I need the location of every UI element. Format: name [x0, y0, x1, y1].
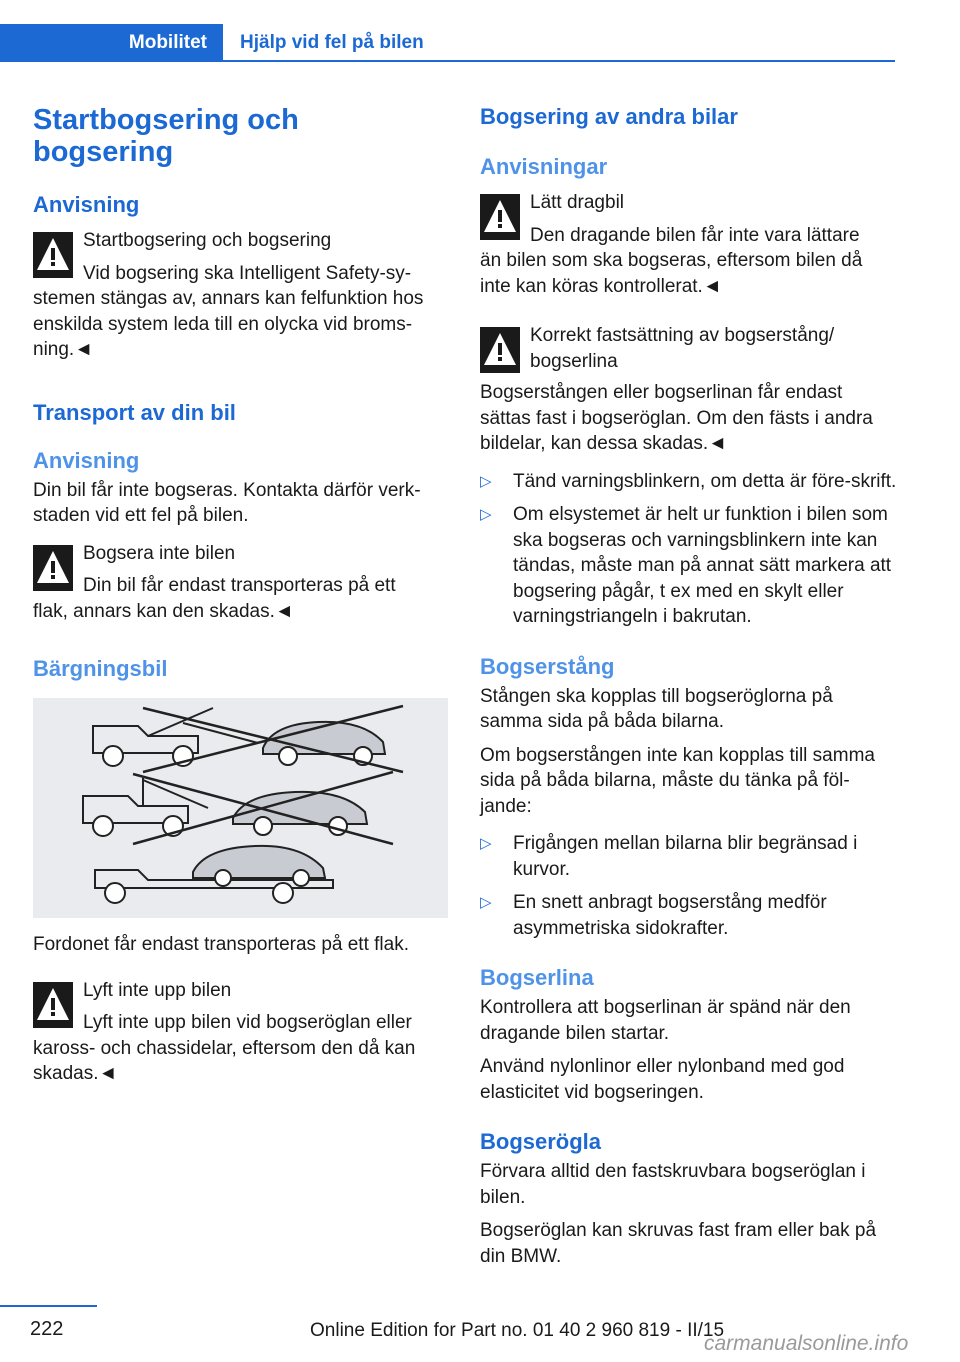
bullet-list-2 — [480, 831, 898, 941]
warning-text-first: Den dragande bilen får inte vara lättare — [530, 224, 860, 246]
warning-triangle-icon — [480, 194, 520, 240]
watermark: carmanualsonline.info — [704, 1332, 909, 1355]
warning-text-first: Lyft inte upp bilen vid bogseröglan eller — [83, 1012, 412, 1033]
heading-transport: Transport av din bil — [33, 399, 236, 425]
warning-title: Lyft inte upp bilen — [83, 979, 232, 1001]
towing-illustration — [33, 698, 448, 918]
warning-text-rest: stemen stängas av, annars kan felfunktion hos enskilda system leda till en olycka vid broms-ning.◄ — [33, 288, 424, 360]
transport-body: Din bil får inte bogseras. Kontakta därför verk-staden vid ett fel på bilen. — [33, 479, 421, 526]
heading-bogserstang: Bogserstång — [480, 653, 615, 679]
section-tabs — [0, 24, 895, 62]
warning-triangle-icon — [33, 232, 73, 278]
list-item: ▷ En snett anbragt bogserstång medför asymmetriska sidokrafter. — [480, 892, 827, 939]
subheading-anvisning: Anvisning — [33, 447, 140, 473]
tow-truck-figure — [33, 698, 448, 918]
bullet-arrow-icon: ▷ — [480, 835, 492, 852]
figure-caption: Fordonet får endast transporteras på ett flak. — [33, 934, 409, 955]
edition-footer: Online Edition for Part no. 01 40 2 960 819 - II/15 — [310, 1320, 725, 1341]
bogserlina-p1: Kontrollera att bogserlinan är spänd när den dragande bilen startar. — [480, 997, 851, 1044]
right-column — [480, 100, 898, 1269]
heading-bogsering-andra: Bogsering av andra bilar — [480, 104, 738, 129]
bogserstang-p1: Stången ska kopplas till bogseröglorna på samma sida på båda bilarna. — [480, 685, 833, 732]
warning-text-rest: kaross- och chassidelar, eftersom den då kan skadas.◄ — [33, 1037, 416, 1084]
warning-triangle-icon — [33, 982, 73, 1028]
warning-lyft-inte — [33, 978, 448, 1087]
warning-triangle-icon — [480, 327, 520, 373]
bogserlina-p2: Använd nylonlinor eller nylonband med god elasticitet vid bogseringen. — [480, 1056, 845, 1103]
list-item: ▷ Om elsystemet är helt ur funktion i bilen som ska bogseras och varningsblinkern inte kan tändas, måste man på annat sätt markera att bogsering pågår, t ex med en skylt eller varningstriangeln i bakrutan. — [480, 504, 892, 627]
tab-mobilitet[interactable] — [0, 24, 223, 62]
warning-triangle-icon — [33, 545, 73, 591]
list-item: ▷ Frigången mellan bilarna blir begränsad i kurvor. — [480, 833, 858, 880]
bullet-list-1 — [480, 469, 898, 630]
warning-text-first: Vid bogsering ska Intelligent Safety-sy- — [83, 262, 412, 284]
subheading-anvisningar: Anvisningar — [480, 154, 608, 179]
warning-fastsattning — [480, 323, 898, 457]
warning-text-first: Din bil får endast transporteras på ett — [83, 575, 396, 596]
warning-text-rest: flak, annars kan den skadas.◄ — [33, 600, 294, 622]
heading-bargningsbil: Bärgningsbil — [33, 656, 168, 681]
bogserogla-p2: Bogseröglan kan skruvas fast fram eller bak på din BMW. — [480, 1220, 877, 1267]
tab-mobilitet-label: Mobilitet — [128, 32, 207, 53]
bogserstang-p2: Om bogserstången inte kan kopplas till samma sida på båda bilarna, måste du tänka på föl-jande: — [480, 744, 875, 817]
warning-title: Bogsera inte bilen — [83, 542, 236, 564]
page-title: Startbogsering och bogsering — [33, 104, 299, 168]
warning-latt-dragbil — [480, 190, 898, 299]
warning-bogsera-inte — [33, 541, 448, 625]
bullet-arrow-icon: ▷ — [480, 472, 492, 490]
bullet-arrow-icon: ▷ — [480, 506, 492, 523]
bogserogla-p1: Förvara alltid den fastskruvbara bogseröglan i bilen. — [480, 1161, 866, 1208]
warning-text-rest: än bilen som ska bogseras, eftersom bilen då inte kan köras kontrollerat.◄ — [480, 250, 863, 297]
heading-bogserogla: Bogserögla — [480, 1129, 602, 1154]
warning-title: Startbogsering och bogsering — [83, 230, 332, 251]
list-item: ▷ Tänd varningsblinkern, om detta är före-skrift. — [480, 469, 898, 495]
header-rule — [223, 60, 895, 62]
left-column — [33, 100, 448, 1087]
heading-bogserlina: Bogserlina — [480, 965, 594, 990]
warning-intelligent-safety — [33, 228, 448, 363]
page-number: 222 — [30, 1318, 64, 1340]
tab-section-title[interactable]: Hjälp vid fel på bilen — [240, 32, 424, 53]
page-number-rule — [0, 1305, 97, 1307]
warning-title-line2: bogserlina — [530, 350, 618, 372]
bullet-arrow-icon: ▷ — [480, 894, 492, 911]
heading-anvisning: Anvisning — [33, 192, 140, 217]
warning-title: Lätt dragbil — [530, 192, 625, 213]
warning-title-line1: Korrekt fastsättning av bogserstång/ — [530, 325, 835, 346]
warning-text: Bogserstången eller bogserlinan får endast sättas fast i bogseröglan. Om den fästs i andra bildelar, kan dessa skadas.◄ — [480, 382, 873, 454]
